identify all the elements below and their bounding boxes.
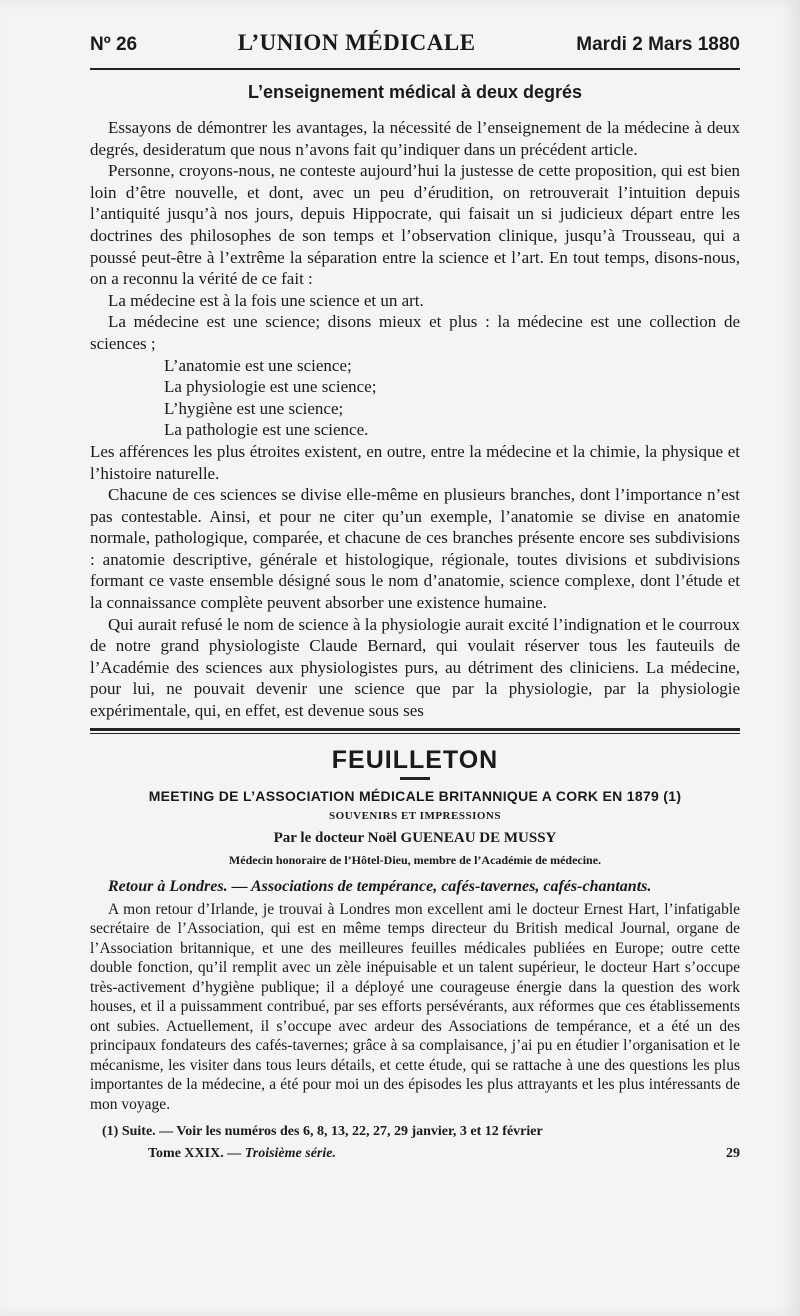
page-number: 29 [726,1146,740,1162]
header-rule [90,68,740,70]
list-item: La physiologie est une science; [164,377,377,397]
journal-title: L’UNION MÉDICALE [237,30,476,55]
feuilleton-body [90,900,740,1115]
list-item: L’hygiène est une science; [164,398,344,418]
title-dash [400,777,430,780]
article-paragraph: Personne, croyons-nous, ne conteste aujourd’hui la justesse de cette proposition, qui est bien loin d’être nouvelle, et dont, avec un peu d’érudition, on retrouverait l’intuition depuis l’antiquité jusqu’à nos jours, depuis Hippocrate, qui faisait un si judicieux départ entre les doctrines des philosophes de son temps et l’observation clinique, jusqu’à Trousseau, qui a poussé peut-être à l’extrême la séparation entre la science et l’art. En tout temps, disons-nous, on a reconnu la vérité de ce fait : [90,161,740,289]
author-affiliation: Médecin honoraire de l’Hôtel-Dieu, membre de l’Académie de médecine. [228,852,602,867]
series-label: — Troisième série. [227,1146,336,1162]
list-item: La pathologie est une science. [164,420,369,440]
article-paragraph: Qui aurait refusé le nom de science à la physiologie aurait excité l’indignation et le courroux de notre grand physiologiste Claude Bernard, qui voulait réserver tous les fauteuils de l’Académie des sciences aux physiologistes purs, au détriment des cliniciens. La médecine, pour lui, ne pouvait devenir une science que par la physiologie, par la physiologie expérimentale, qui, en effet, est devenue sous ses [90,614,740,721]
feuilleton-paragraph: A mon retour d’Irlande, je trouvai à Londres mon excellent ami le docteur Ernest Hart, l’infatigable secrétaire de l’Association, qui est en même temps directeur du British medical Journal, organe de l’Association britannique, et une des meilleures feuilles médicales publiées en Europe; outre cette double fonction, qu’il remplit avec un zèle inépuisable et un talent supérieur, le docteur Hart s’occupe très-activement d’hygiène publique; il a déployé une courageuse énergie dans la question des work houses, et il a puissamment contribué, par ses efforts persévérants, aux réformes que ces établissements ont subies. Actuellement, il s’occupe avec ardeur des Associations de tempérance, et a été un des principaux fondateurs des cafés-tavernes; grâce à sa complaisance, j’ai pu en étudier l’organisation et le mécanisme, les visiter dans tous leurs détails, et cette étude, qui se rattache à une des questions les plus importantes de la médecine, a été pour moi un des épisodes les plus attrayants et les plus intéressants de mon voyage. [90,900,740,1113]
feuilleton-subtitle: MEETING DE L’ASSOCIATION MÉDICALE BRITANNIQUE A CORK EN 1879 (1) [148,787,682,804]
running-head [90,0,740,58]
article-paragraph: Les afférences les plus étroites existent, en outre, entre la médecine et la chimie, la physique et l’histoire naturelle. [90,441,740,483]
issue-number: Nº 26 [90,34,138,55]
feuilleton-separator [90,728,740,734]
section-heading: Retour à Londres. — Associations de tempérance, cafés-tavernes, cafés-chantants. [108,877,652,895]
page-footer [90,1146,740,1162]
list-item: L’anatomie est une science; [164,355,352,375]
footnote: (1) Suite. — Voir les numéros des 6, 8, 13, 22, 27, 29 janvier, 3 et 12 février [102,1124,543,1140]
article-paragraph: Chacune de ces sciences se divise elle-même en plusieurs branches, dont l’importance n’est pas contestable. Ainsi, et pour ne citer qu’un exemple, l’anatomie se divise en anatomie normale, pathologique, comparée, et chacune de ces branches présente encore ses subdivisions : anatomie descriptive, générale et histologique, régionale, toutes divisions et subdivisions formant ce vaste ensemble désigné sous le nom d’anatomie, science complexe, dont l’étude et la connaissance complète peuvent absorber une existence humaine. [90,485,740,613]
article-paragraph: Essayons de démontrer les avantages, la nécessité de l’enseignement de la médecine à deux degrés, desideratum que nous n’avons fait qu’indiquer dans un précédent article. [90,118,740,159]
volume-label: Tome XXIX. [148,1146,224,1162]
feuilleton-title: FEUILLETON [331,745,499,774]
article-title: L’enseignement médical à deux degrés [247,82,583,102]
feuilleton-kicker: SOUVENIRS ET IMPRESSIONS [329,809,501,822]
article-paragraph: La médecine est à la fois une science et un art. [108,290,424,310]
article-paragraph: La médecine est une science; disons mieux et plus : la médecine est une collection de sciences ; [90,312,740,353]
author-byline: Par le docteur Noël GUENEAU DE MUSSY [273,829,557,846]
article-body [90,117,740,722]
issue-date: Mardi 2 Mars 1880 [576,34,740,55]
